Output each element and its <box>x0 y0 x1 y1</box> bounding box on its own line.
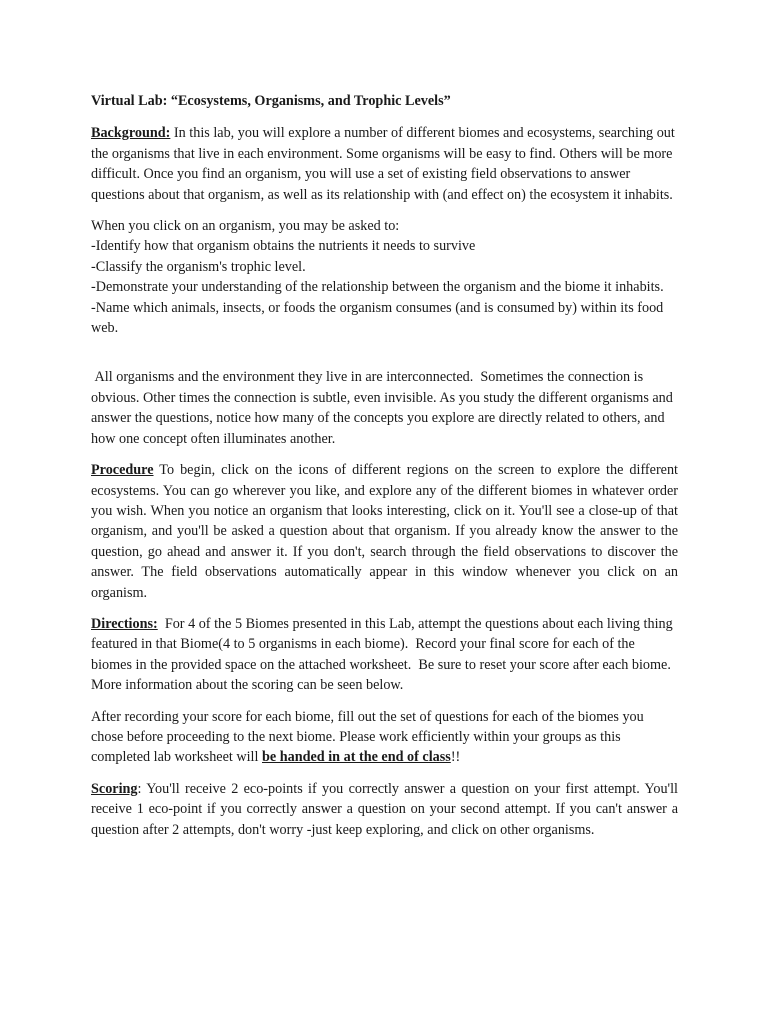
document-page <box>91 91 678 851</box>
click-instructions <box>91 216 678 338</box>
after-exclaim: !! <box>450 749 461 766</box>
procedure-text: To begin, click on the icons of different regions on the screen to explore the different ecosystems. You can go wherever you like, and explore any of the different biomes in whatever order you wish. When you notice an organism that looks interesting, click on it. You'll see a close-up of that organism, and you'll be asked a question about that organism. If you already know the answer to the question, go ahead and answer it. If you don't, search through the field observations to discover the answer. The field observations automatically appear in this window whenever you click on an organism. <box>91 462 678 601</box>
scoring-paragraph <box>91 779 678 840</box>
scoring-text: : You'll receive 2 eco-points if you correctly answer a question on your first attempt. You'll receive 1 eco-point if you correctly answer a question on your second attempt. If you can't answer a question after 2 attempts, don't worry -just keep exploring, and click on other organisms. <box>91 780 678 838</box>
click-item-foodweb: -Name which animals, insects, or foods the organism consumes (and is consumed by) within its food web. <box>91 299 664 337</box>
directions-paragraph <box>91 614 678 696</box>
scoring-label: Scoring <box>91 780 138 797</box>
click-item-nutrients: -Identify how that organism obtains the nutrients it needs to survive <box>91 238 476 255</box>
directions-label: Directions: <box>91 615 158 632</box>
directions-text: For 4 of the 5 Biomes presented in this Lab, attempt the questions about each living thing featured in that Biome(4 to 5 organisms in each biome). Record your final score for each of the biomes in the provided space on the attached worksheet. Be sure to reset your score after each biome. More information about the scoring can be seen below. <box>91 615 677 694</box>
procedure-label: Procedure <box>91 462 154 479</box>
background-label: Background: <box>91 125 171 142</box>
procedure-paragraph <box>91 460 678 603</box>
click-item-relationship: -Demonstrate your understanding of the relationship between the organism and the biome it inhabits. <box>91 279 664 296</box>
spacer <box>91 349 678 367</box>
after-text: After recording your score for each biome, fill out the set of questions for each of the biomes you chose before proceeding to the next biome. Please work efficiently within your groups as this completed lab worksheet will <box>91 708 644 766</box>
background-text: In this lab, you will explore a number of different biomes and ecosystems, searching out the organisms that live in each environment. Some organisms will be easy to find. Others will be more difficult. Once you find an organism, you will use a set of existing field observations to answer questions about that organism, as well as its relationship with (and effect on) the ecosystem it inhabits. <box>91 125 675 203</box>
click-intro: When you click on an organism, you may be asked to: <box>91 218 400 235</box>
document-title: Virtual Lab: “Ecosystems, Organisms, and Trophic Levels” <box>91 93 451 109</box>
after-paragraph <box>91 707 678 768</box>
background-paragraph <box>91 123 678 205</box>
click-item-trophic: -Classify the organism's trophic level. <box>91 258 306 275</box>
handed-in-emphasis: be handed in at the end of class <box>262 749 451 766</box>
interconnected-paragraph: All organisms and the environment they live in are interconnected. Sometimes the connection is obvious. Other times the connection is subtle, even invisible. As you study the different organisms and answer the questions, notice how many of the concepts you explore are directly related to others, and how one concept often illuminates another. <box>91 369 677 447</box>
